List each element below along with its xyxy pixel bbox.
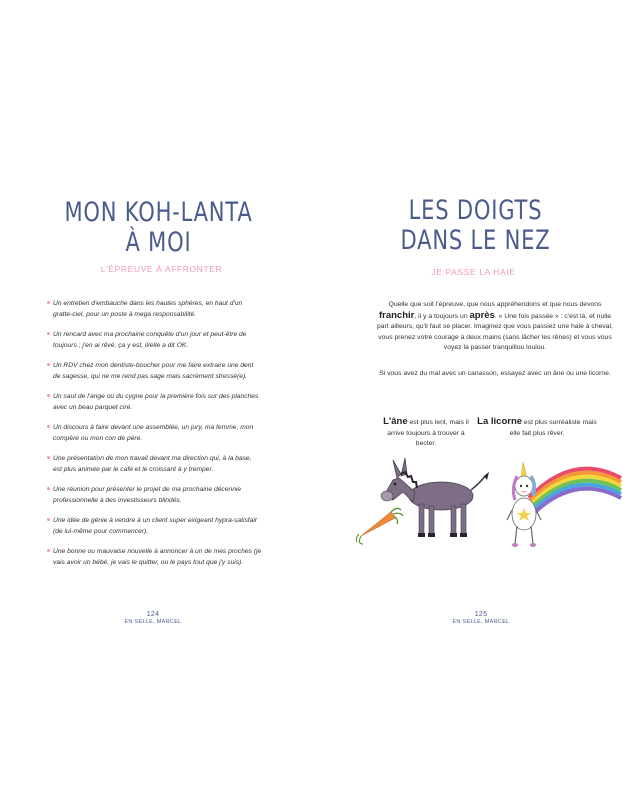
list-item: Un rencard avec ma prochaine conquête d'un jour et peut-être de toujours ; j'en ai rêvé, ça y est, il/elle a dit OK.	[47, 329, 262, 351]
bullet-dot-icon	[47, 394, 50, 397]
bullet-dot-icon	[47, 332, 50, 335]
right-page-title	[352, 196, 599, 256]
right-title-line-1: LES DOIGTS	[408, 195, 543, 226]
page-number: 124	[146, 611, 160, 618]
list-item: Une bonne ou mauvaise nouvelle à annoncer à un de mes proches (je vais avoir un bébé, je vais le quitter, ou le pays tout que j'y suis).	[47, 546, 262, 568]
bullet-dot-icon	[47, 425, 50, 428]
left-page-subtitle: L'ÉPREUVE À AFFRONTER	[100, 264, 223, 274]
left-page-folio	[123, 611, 183, 625]
donkey-caption: L'âne est plus lent, mais il arrive toujours à trouver à becter.	[383, 416, 469, 447]
second-paragraph: Si vous avez du mal avec un canasson, essayez avec un âne ou une licorne.	[379, 370, 611, 377]
right-title-line-2: DANS LE NEZ	[400, 225, 551, 256]
page-number: 125	[474, 611, 488, 618]
running-footer: EN SELLE, MARCEL	[452, 619, 510, 625]
left-title-line-1: MON KOH-LANTA	[64, 197, 253, 228]
bullet-dot-icon	[47, 456, 50, 459]
rainbow-icon	[529, 469, 621, 518]
intro-paragraph: Quelle que soit l'épreuve, que nous appréhendons et que nous devons franchir, il y a toujours un après. « Une fois passée » : c'est là, et nulle part ailleurs, qu'il faut se placer. Imaginez que vous passiez une haie à cheval, vous prenez votre courage à deux mains (sans lâcher les rênes) et vous vous voyez la passer tranquillou louiou.	[377, 301, 613, 351]
left-page-title	[35, 198, 282, 258]
donkey-figure	[381, 458, 489, 537]
bullet-dot-icon	[47, 518, 50, 521]
donkey-illustration	[353, 458, 493, 548]
bullet-dot-icon	[47, 301, 50, 304]
list-item: Une réunion pour présenter le projet de ma prochaine décennie professionnelle à des investisseurs blindés.	[47, 484, 262, 506]
list-item: Un saut de l'ange ou du cygne pour la première fois sur des planches avec un beau parquet ciré.	[47, 391, 262, 413]
running-footer: EN SELLE, MARCEL	[124, 619, 182, 625]
carrot-icon	[356, 508, 403, 544]
bullet-dot-icon	[47, 487, 50, 490]
list-item: Un RDV chez mon dentiste-boucher pour me faire extraire une dent de sagesse, qui ne me rend pas sage mais sacrément stressé(e).	[47, 360, 262, 382]
emphasis-apres: après	[469, 309, 495, 321]
list-item: Un entretien d'embauche dans les hautes sphères, en haut d'un gratte-ciel, pour un poste à mega responsabilité.	[47, 298, 262, 320]
bullet-dot-icon	[47, 363, 50, 366]
left-title-line-2: À MOI	[125, 227, 192, 258]
unicorn-illustration	[503, 458, 623, 550]
right-page-subtitle: JE PASSE LA HAIE	[431, 267, 516, 277]
list-item: Une idée de génie à vendre à un client super exigeant hypra-satisfait (de lui-même pour commencer).	[47, 515, 262, 537]
unicorn-caption: La licorne est plus surréaliste mais elle fait plus rêver.	[477, 416, 597, 437]
list-item: Un discours à faire devant une assemblée, un jury, ma femme, mon compère ou mon con de père.	[47, 422, 262, 444]
bullet-dot-icon	[47, 549, 50, 552]
right-page-folio	[451, 611, 511, 625]
challenge-list	[47, 298, 262, 577]
right-page	[317, 0, 634, 800]
emphasis-franchir: franchir	[378, 309, 415, 321]
list-item: Une présentation de mon travail devant ma direction qui, à la base, est plus animée par le café et le croissant à y tremper.	[47, 453, 262, 475]
